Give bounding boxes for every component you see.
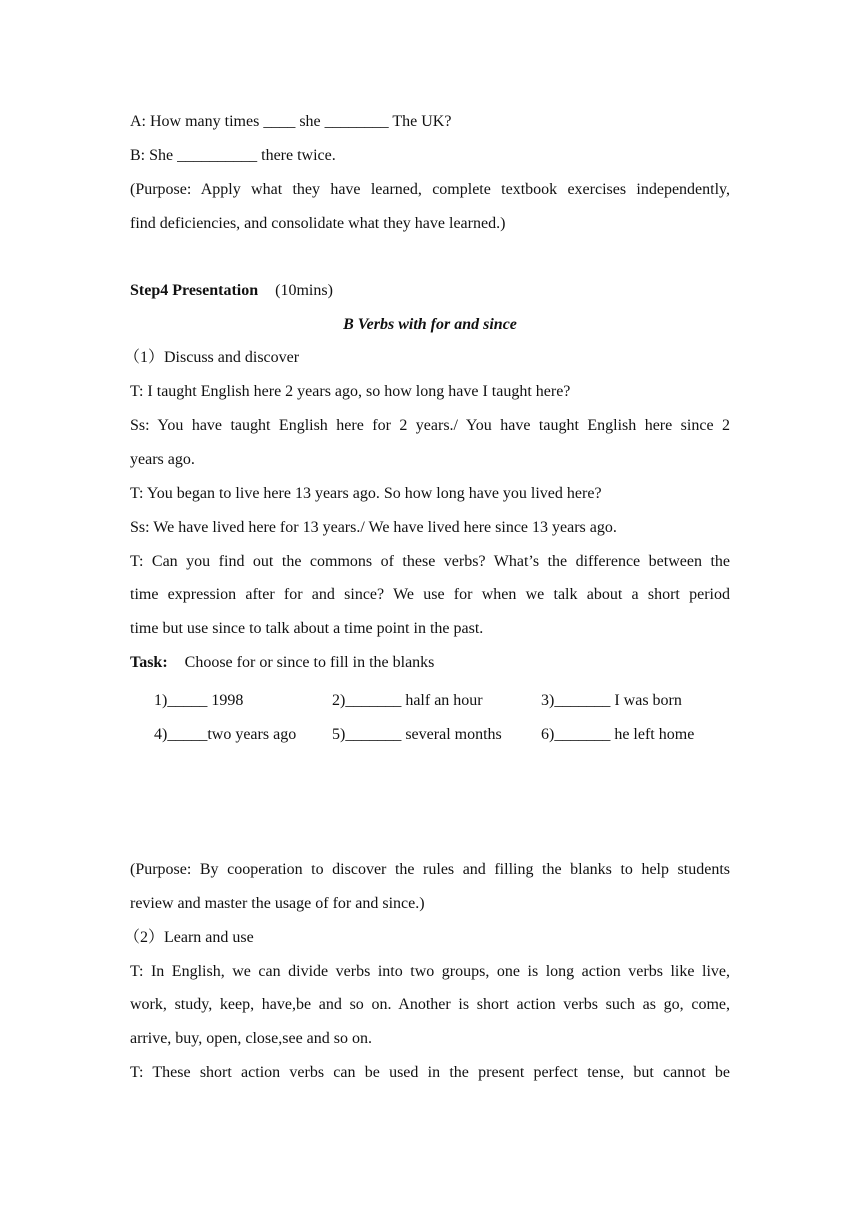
task-line: [130, 653, 730, 673]
task-item-4: 4)_____two years ago: [154, 726, 297, 743]
step4-title: Step4 Presentation: [130, 282, 259, 299]
part2-t1-line-2: work, study, keep, have,be and so on. Another is short action verbs such as go, come,: [130, 996, 730, 1013]
purpose-2-line-2: review and master the usage of for and since.): [130, 895, 425, 912]
purpose-1-line-1: (Purpose: Apply what they have learned, complete textbook exercises independently,: [130, 181, 730, 198]
step4-duration: (10mins): [275, 282, 333, 299]
part1-t1: T: I taught English here 2 years ago, so how long have I taught here?: [130, 383, 571, 400]
part2-heading: （2）Learn and use: [124, 929, 254, 946]
part1-t3-line-3: time but use since to talk about a time point in the past.: [130, 620, 484, 637]
part1-ss1-line-1: Ss: You have taught English here for 2 years./ You have taught English here since 2: [130, 417, 730, 434]
dialogue-line-a: A: How many times ____ she ________ The UK?: [130, 113, 452, 130]
part1-t3-line-2: time expression after for and since? We use for when we talk about a short period: [130, 586, 730, 603]
section-b-title: B Verbs with for and since: [343, 316, 517, 333]
task-label: Task:: [130, 654, 168, 671]
task-item-6: 6)_______ he left home: [541, 726, 695, 743]
part1-ss2: Ss: We have lived here for 13 years./ We have lived here since 13 years ago.: [130, 519, 617, 536]
part1-t2: T: You began to live here 13 years ago. So how long have you lived here?: [130, 485, 602, 502]
purpose-1-line-2: find deficiencies, and consolidate what they have learned.): [130, 215, 506, 232]
part2-t1-line-3: arrive, buy, open, close,see and so on.: [130, 1030, 372, 1047]
part2-t1-line-1: T: In English, we can divide verbs into two groups, one is long action verbs like live,: [130, 963, 730, 980]
part1-heading: （1）Discuss and discover: [124, 349, 300, 366]
part1-t3-line-1: T: Can you find out the commons of these verbs? What’s the difference between the: [130, 553, 730, 570]
step4-heading: [130, 281, 730, 301]
task-item-5: 5)_______ several months: [332, 726, 502, 743]
purpose-2-line-1: (Purpose: By cooperation to discover the rules and filling the blanks to help students: [130, 861, 730, 878]
dialogue-line-b: B: She __________ there twice.: [130, 147, 336, 164]
task-item-1: 1)_____ 1998: [154, 692, 244, 709]
part1-ss1-line-2: years ago.: [130, 451, 195, 468]
task-text: Choose for or since to fill in the blanks: [184, 654, 435, 671]
task-item-3: 3)_______ I was born: [541, 692, 682, 709]
task-item-2: 2)_______ half an hour: [332, 692, 483, 709]
part2-t2-line-1: T: These short action verbs can be used in the present perfect tense, but cannot be: [130, 1064, 730, 1081]
